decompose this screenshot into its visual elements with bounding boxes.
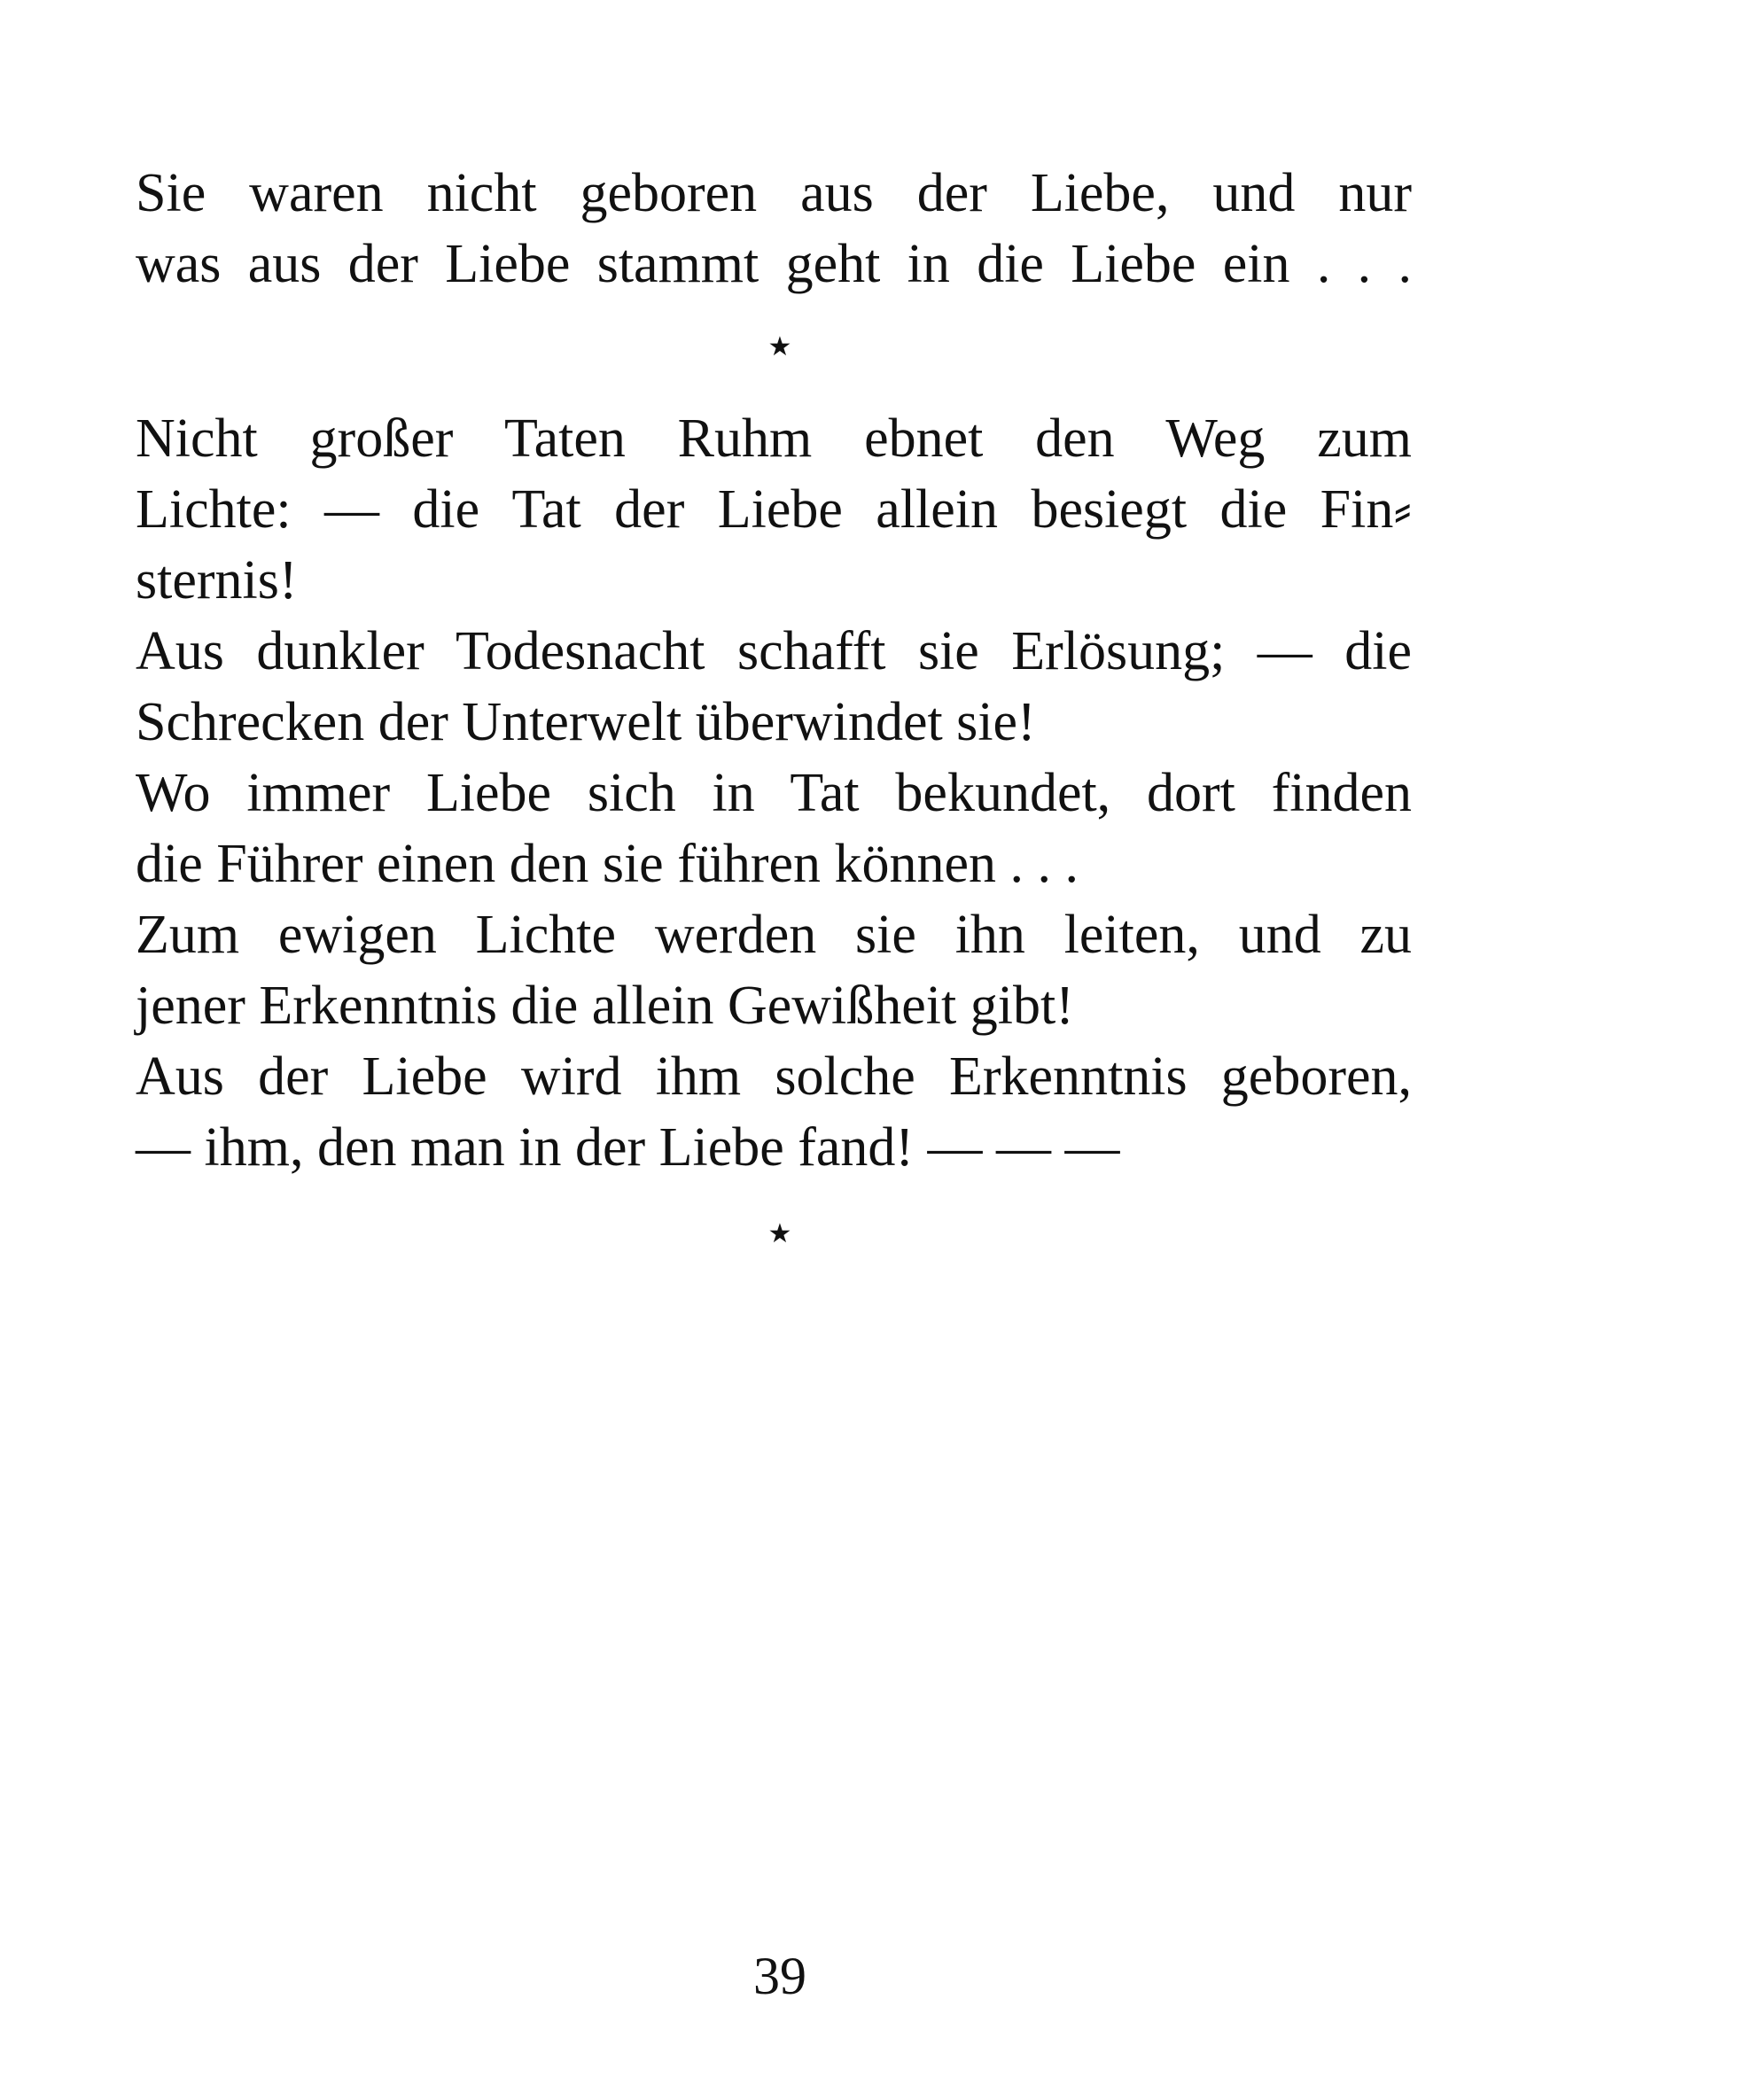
text-line: Nicht großer Taten Ruhm ebnet den Weg zum [136, 408, 1412, 469]
page-number: 39 [753, 1947, 806, 2005]
text-line: was aus der Liebe stammt geht in die Liebe ein . . . [136, 234, 1412, 294]
text-line: jener Erkenntnis die allein Gewißheit gibt! [136, 976, 1074, 1036]
text-line: sternis! [136, 550, 298, 611]
paragraph-1 [136, 158, 1412, 299]
text-line: die Führer einen den sie führen können . . . [136, 834, 1079, 894]
text-line: Aus dunkler Todesnacht schafft sie Erlösung; — die [136, 621, 1412, 681]
text-line: Sie waren nicht geboren aus der Liebe, und nur [136, 163, 1412, 223]
text-line: Zum ewigen Lichte werden sie ihn leiten, und zu [136, 905, 1412, 965]
text-line: Aus der Liebe wird ihm solche Erkenntnis geboren, [136, 1046, 1412, 1107]
text-line: Wo immer Liebe sich in Tat bekundet, dort finden [136, 763, 1412, 823]
text-line: — ihm, den man in der Liebe fand! — — — [136, 1117, 1120, 1178]
section-separator-star: ★ [767, 332, 792, 362]
paragraph-2 [136, 403, 1412, 1183]
section-separator-star: ★ [767, 1219, 792, 1248]
text-line: Schrecken der Unterwelt überwindet sie! [136, 692, 1036, 752]
text-line: Lichte: — die Tat der Liebe allein besiegt die Fin⸗ [136, 479, 1412, 540]
